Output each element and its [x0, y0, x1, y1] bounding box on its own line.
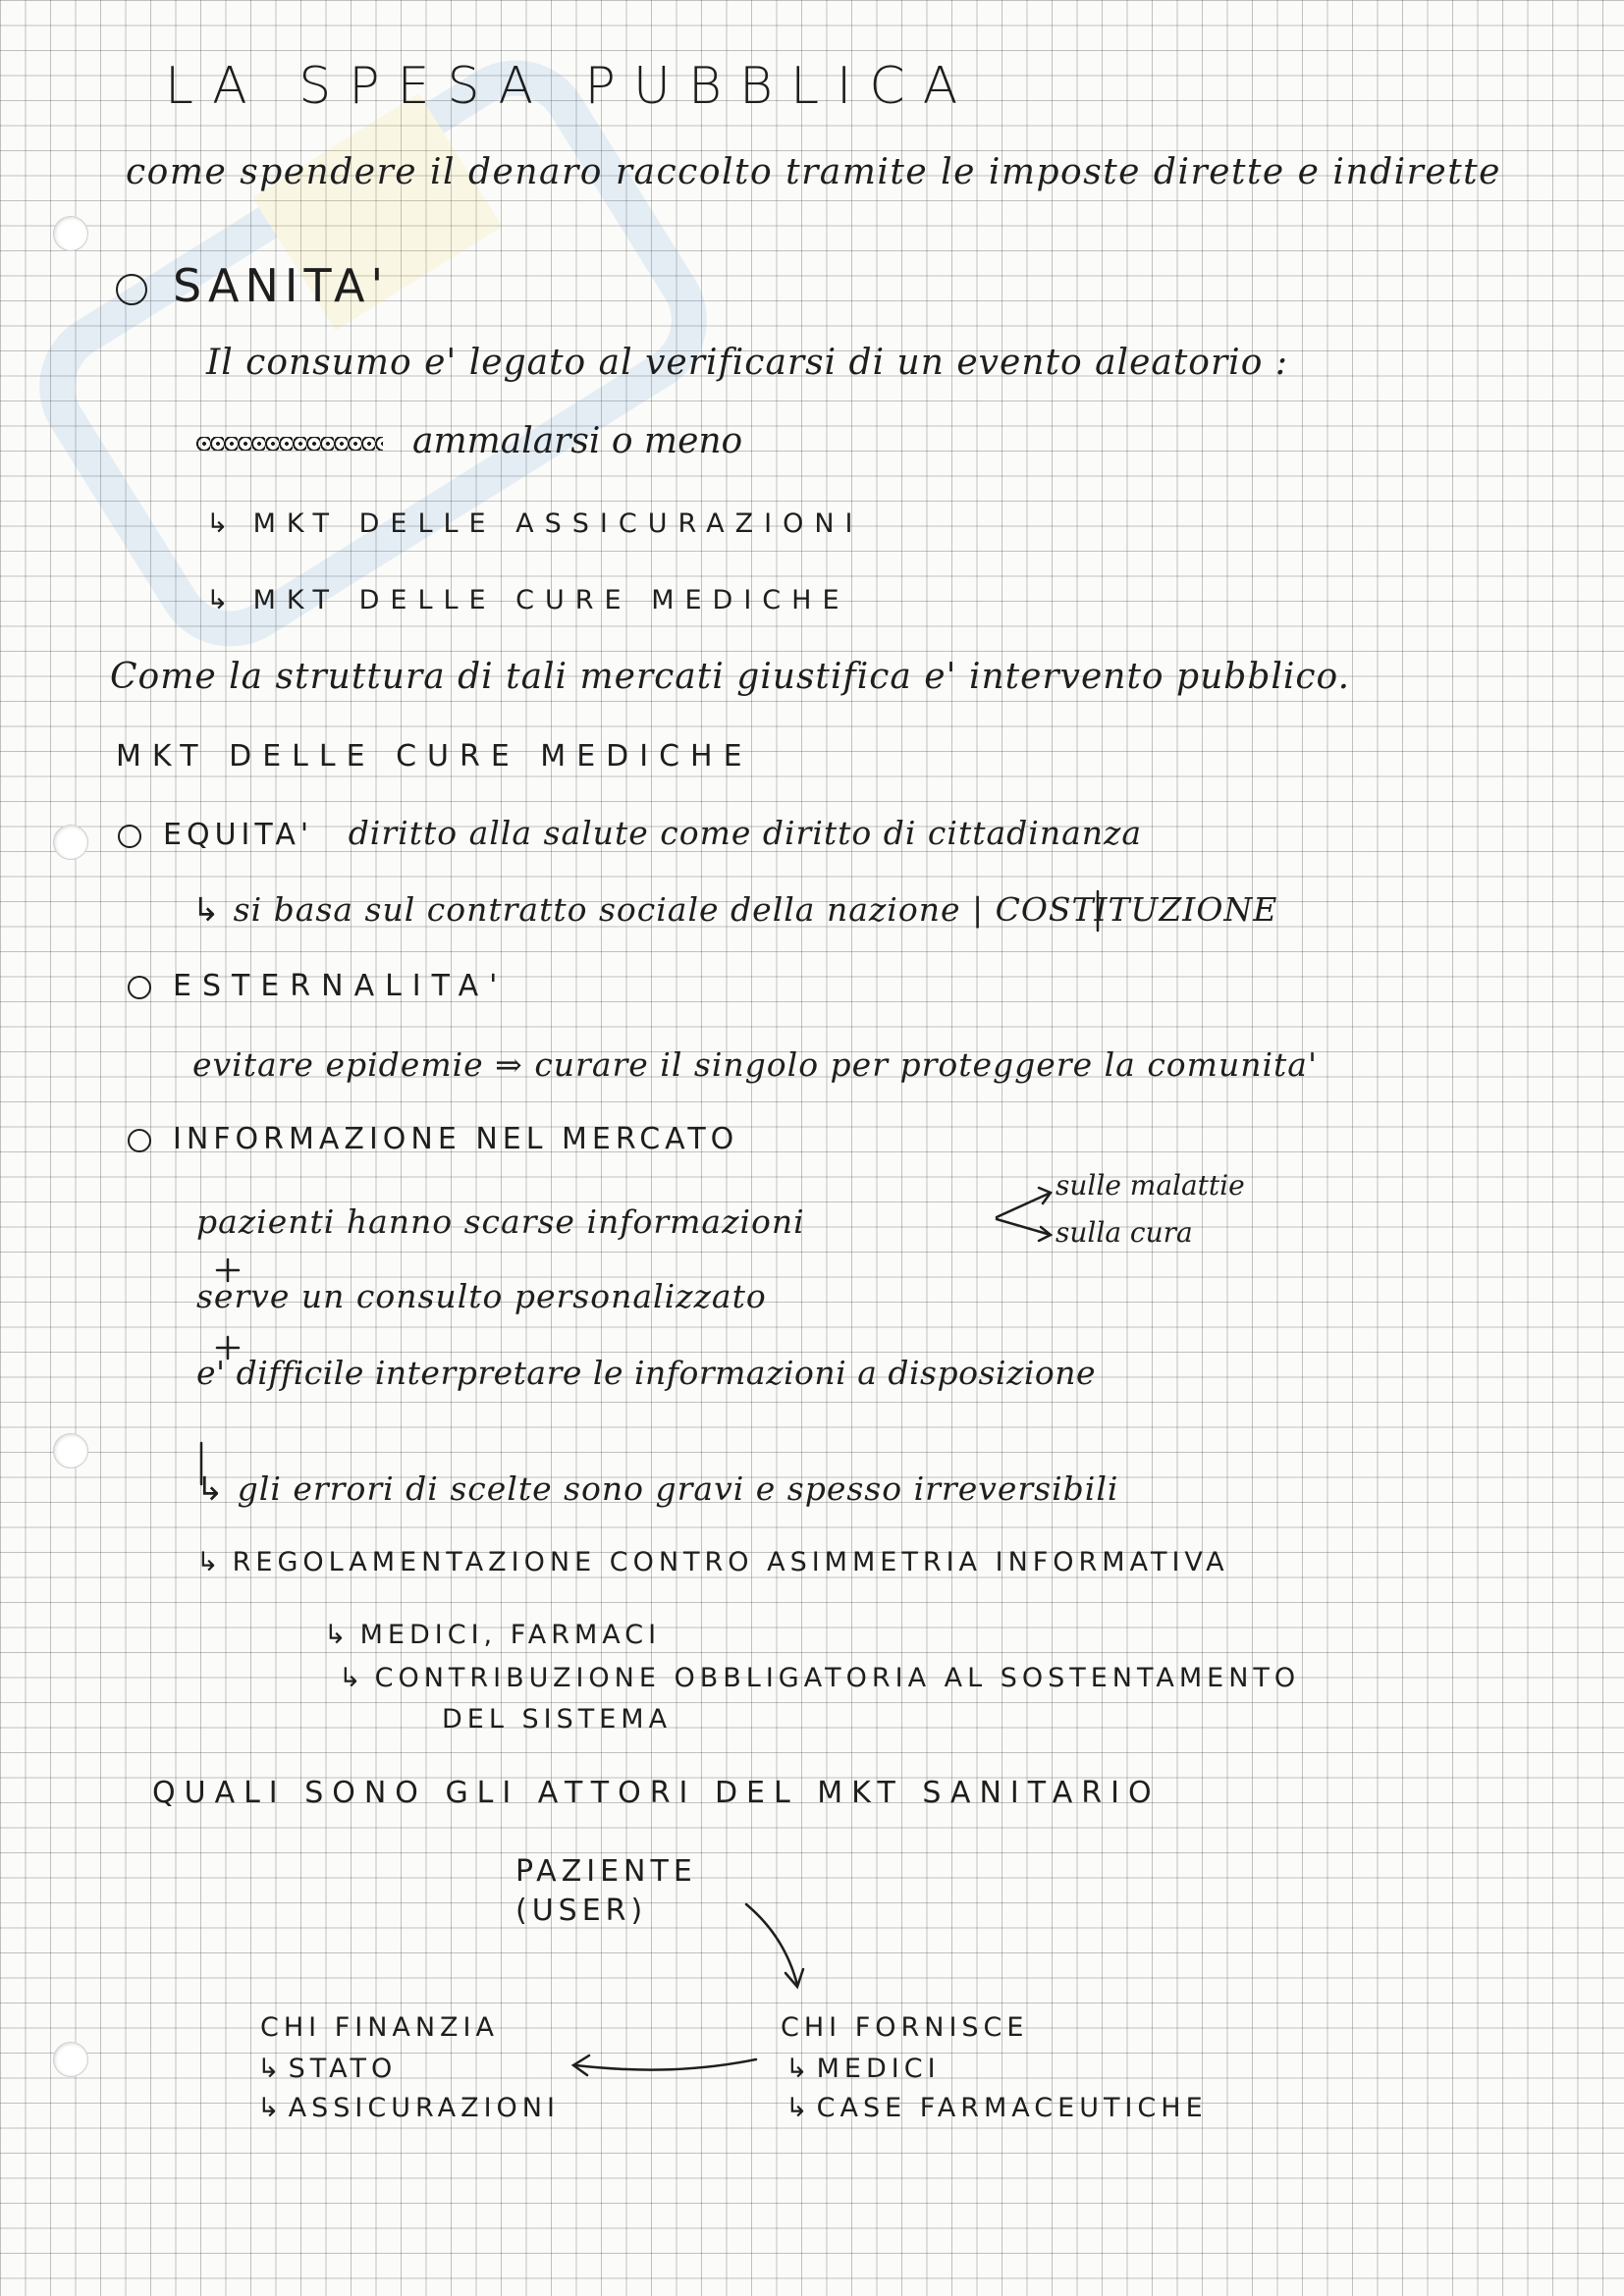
arrow-return-icon: ↳	[196, 1547, 219, 1577]
page-title: LA SPESA PUBBLICA	[165, 57, 976, 116]
informazione-arrow1: ↳ gli errori di scelte sono gravi e spesso irreversibili	[196, 1469, 1119, 1508]
scribble-mark	[196, 437, 383, 451]
bullet-icon	[116, 274, 147, 305]
arrow-return-icon: ↳	[257, 2093, 285, 2123]
informazione-sub2b: DEL SISTEMA	[442, 1704, 673, 1735]
informazione-line2: serve un consulto personalizzato	[196, 1277, 767, 1315]
esternalita-text: evitare epidemie ⇒ curare il singolo per proteggere la comunita'	[192, 1045, 1319, 1084]
arrow-return-icon: ↳	[196, 1469, 224, 1508]
arrow-return-icon: ↳	[257, 2054, 285, 2084]
arrow-return-icon: ↳	[206, 508, 240, 539]
punch-hole	[53, 216, 88, 251]
question-line: Come la struttura di tali mercati giustifica e' intervento pubblico.	[110, 657, 1351, 697]
branch-arrow-icon	[1039, 1188, 1051, 1203]
punch-hole	[53, 1433, 88, 1468]
chi-finanzia-label: CHI FINANZIA	[260, 2012, 499, 2043]
informazione-sub1: ↳ MEDICI, FARMACI	[324, 1620, 662, 1650]
sanita-sub1: ↳ MKT DELLE ASSICURAZIONI	[206, 508, 864, 539]
arrow-head-icon	[573, 2056, 589, 2075]
arrow-fornisce-finanzia-icon	[575, 2059, 756, 2070]
attori-heading: QUALI SONO GLI ATTORI DEL MKT SANITARIO	[152, 1776, 1161, 1810]
informazione-line3: e' difficile interpretare le informazioni a disposizione	[196, 1354, 1097, 1392]
informazione-sub2: ↳ CONTRIBUZIONE OBBLIGATORIA AL SOSTENTAMENTO	[339, 1663, 1301, 1693]
sanita-sub2: ↳ MKT DELLE CURE MEDICHE	[206, 585, 850, 615]
paziente-label: PAZIENTE	[515, 1854, 697, 1889]
bullet-icon	[128, 1129, 151, 1152]
stato-item: ↳ STATO	[257, 2054, 398, 2084]
arrow-return-icon: ↳	[339, 1663, 361, 1693]
arrow-paziente-fornisce-icon	[746, 1904, 797, 1985]
sanita-line2: ammalarsi o meno	[196, 424, 742, 459]
assicurazioni-item: ↳ ASSICURAZIONI	[257, 2093, 560, 2123]
case-farmaceutiche-item: ↳ CASE FARMACEUTICHE	[785, 2093, 1208, 2123]
equita-line: EQUITA' diritto alla salute come diritto di cittadinanza	[118, 817, 1142, 850]
chi-fornisce-label: CHI FORNISCE	[781, 2012, 1029, 2043]
arrow-return-icon: ↳	[206, 585, 240, 615]
branch-arrow-icon	[1039, 1227, 1051, 1241]
informazione-heading: INFORMAZIONE NEL MERCATO	[128, 1125, 738, 1154]
arrow-head-icon	[785, 1969, 803, 1987]
user-label: (USER)	[515, 1894, 648, 1928]
bullet-icon	[128, 976, 151, 999]
bullet-icon	[118, 825, 141, 848]
esternalita-heading: ESTERNALITA'	[128, 972, 508, 1001]
mkt-heading: MKT DELLE CURE MEDICHE	[116, 739, 753, 774]
arrow-return-icon: ↳	[785, 2054, 813, 2084]
equita-sub: ↳ si basa sul contratto sociale della nazione | COSTITUZIONE	[192, 890, 1278, 929]
informazione-branch2: sulla cura	[1056, 1216, 1193, 1249]
punch-hole	[53, 2042, 88, 2077]
branch-arrow-icon	[997, 1219, 1051, 1235]
arrow-return-icon: ↳	[324, 1620, 347, 1650]
punch-hole	[53, 825, 88, 860]
arrow-return-icon: ↳	[192, 890, 220, 929]
sanita-line1: Il consumo e' legato al verificarsi di un evento aleatorio :	[206, 343, 1288, 383]
informazione-arrow2: ↳ REGOLAMENTAZIONE CONTRO ASIMMETRIA INFORMATIVA	[196, 1547, 1229, 1577]
section-heading-sanita: SANITA'	[116, 263, 389, 308]
intro-line: come spendere il denaro raccolto tramite le imposte dirette e indirette	[126, 152, 1501, 192]
informazione-branch1: sulle malattie	[1056, 1169, 1245, 1201]
arrow-return-icon: ↳	[785, 2093, 813, 2123]
informazione-line1: pazienti hanno scarse informazioni	[196, 1202, 805, 1241]
medici-item: ↳ MEDICI	[785, 2054, 941, 2084]
branch-arrow-icon	[997, 1193, 1051, 1217]
